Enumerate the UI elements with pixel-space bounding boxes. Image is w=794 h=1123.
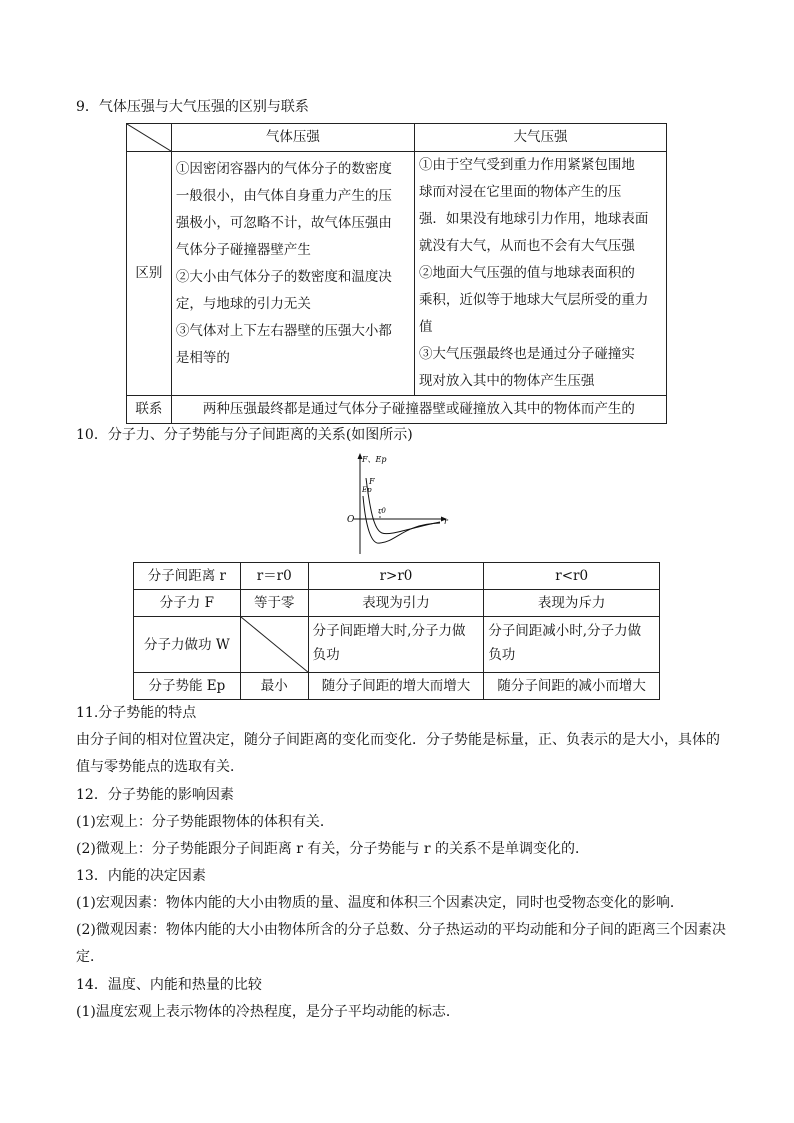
section-13-p2b: 定． xyxy=(76,949,104,965)
section-11-line2: 值与零势能点的选取有关． xyxy=(76,759,244,775)
section-14-heading: 14．温度、内能和热量的比较 xyxy=(76,977,262,993)
r0-label: r0 xyxy=(378,507,386,515)
col-atm-header: 大气压强 xyxy=(414,124,666,152)
atm-line: 值 xyxy=(418,319,433,335)
atm-line: 就没有大气，从而也不会有大气压强 xyxy=(418,238,635,254)
molecular-force-table xyxy=(133,562,660,700)
hdr-distance: 分子间距离 r xyxy=(134,563,241,590)
hdr-r-equal: r＝r0 xyxy=(240,563,308,590)
f-curve-label: F xyxy=(369,477,375,486)
work-greater-line: 分子间距增大时,分子力做 xyxy=(312,623,466,639)
work-diagonal-cell xyxy=(240,617,308,673)
section-11-line1: 由分子间的相对位置决定，随分子间距离的变化而变化．分子势能是标量，正、负表示的是大小，具体的 xyxy=(76,732,720,748)
work-greater-line: 负功 xyxy=(312,647,340,663)
section-14-p1: (1)温度宏观上表示物体的冷热程度，是分子平均动能的标志． xyxy=(76,1004,460,1020)
col-gas-header: 气体压强 xyxy=(171,124,414,152)
energy-greater: 随分子间距的增大而增大 xyxy=(308,673,484,700)
force-less: 表现为斥力 xyxy=(484,590,660,617)
section-13-heading: 13．内能的决定因素 xyxy=(76,868,206,884)
row-force-label: 分子力 F xyxy=(134,590,241,617)
energy-equal: 最小 xyxy=(240,673,308,700)
gas-line: 定，与地球的引力无关 xyxy=(175,296,311,312)
diagonal-header-cell xyxy=(127,124,172,152)
gas-line: 强极小，可忽略不计，故气体压强由 xyxy=(175,215,392,231)
work-less-line: 负功 xyxy=(488,647,516,663)
y-axis-label: F、Ep xyxy=(362,455,387,464)
section-10-heading: 10．分子力、分子势能与分子间距离的关系(如图所示) xyxy=(76,427,413,443)
atm-line: 现对放入其中的物体产生压强 xyxy=(418,373,595,389)
energy-less: 随分子间距的减小而增大 xyxy=(484,673,660,700)
gas-line: 气体分子碰撞器壁产生 xyxy=(175,242,311,258)
section-12-p1: (1)宏观上：分子势能跟物体的体积有关． xyxy=(76,814,334,830)
energy-curve xyxy=(363,496,440,543)
section-9-heading: 9．气体压强与大气压强的区别与联系 xyxy=(76,99,309,115)
gas-vs-atm-table xyxy=(126,123,667,424)
atm-line: 球而对浸在它里面的物体产生的压 xyxy=(418,184,622,200)
work-less xyxy=(484,617,660,673)
hdr-r-less: r<r0 xyxy=(484,563,660,590)
work-greater xyxy=(308,617,484,673)
section-12-heading: 12．分子势能的影响因素 xyxy=(76,787,234,803)
section-13-p2a: (2)微观因素：物体内能的大小由物体所含的分子总数、分子热运动的平均动能和分子间的距离三个因素决 xyxy=(76,922,726,938)
section-13-p1: (1)宏观因素：物体内能的大小由物质的量、温度和体积三个因素决定，同时也受物态变化的影响． xyxy=(76,895,684,911)
origin-label: O xyxy=(347,515,355,525)
row-work-label: 分子力做功 W xyxy=(134,617,241,673)
row-relation-label: 联系 xyxy=(127,396,172,424)
atm-line: ①由于空气受到重力作用紧紧包围地 xyxy=(418,157,635,173)
row-energy-label: 分子势能 Ep xyxy=(134,673,241,700)
row-difference-label: 区别 xyxy=(127,152,172,396)
work-less-line: 分子间距减小时,分子力做 xyxy=(488,623,642,639)
gas-line: 一般很小，由气体自身重力产生的压 xyxy=(175,188,392,204)
atm-line: ②地面大气压强的值与地球表面积的 xyxy=(418,265,635,281)
force-curve xyxy=(366,478,440,534)
gas-line: ③气体对上下左右器壁的压强大小都 xyxy=(175,323,392,339)
relation-cell: 两种压强最终都是通过气体分子碰撞器壁或碰撞放入其中的物体而产生的 xyxy=(171,396,666,424)
atm-pressure-cell xyxy=(414,152,666,396)
gas-pressure-cell xyxy=(171,152,414,396)
gas-line: ①因密闭容器内的气体分子的数密度 xyxy=(175,161,392,177)
atm-line: 乘积，近似等于地球大气层所受的重力 xyxy=(418,292,649,308)
section-12-p2: (2)微观上：分子势能跟分子间距离 r 有关，分子势能与 r 的关系不是单调变化的． xyxy=(76,841,590,857)
gas-line: 是相等的 xyxy=(175,350,230,366)
atm-line: ③大气压强最终也是通过分子碰撞实 xyxy=(418,346,635,362)
force-energy-graph xyxy=(340,450,452,556)
force-greater: 表现为引力 xyxy=(308,590,484,617)
hdr-r-greater: r>r0 xyxy=(308,563,484,590)
force-equal: 等于零 xyxy=(240,590,308,617)
section-11-heading: 11.分子势能的特点 xyxy=(76,705,197,721)
x-axis-label: r xyxy=(444,517,448,526)
gas-line: ②大小由气体分子的数密度和温度决 xyxy=(175,269,392,285)
atm-line: 强．如果没有地球引力作用，地球表面 xyxy=(418,211,649,227)
ep-curve-label: Ep xyxy=(362,486,372,494)
